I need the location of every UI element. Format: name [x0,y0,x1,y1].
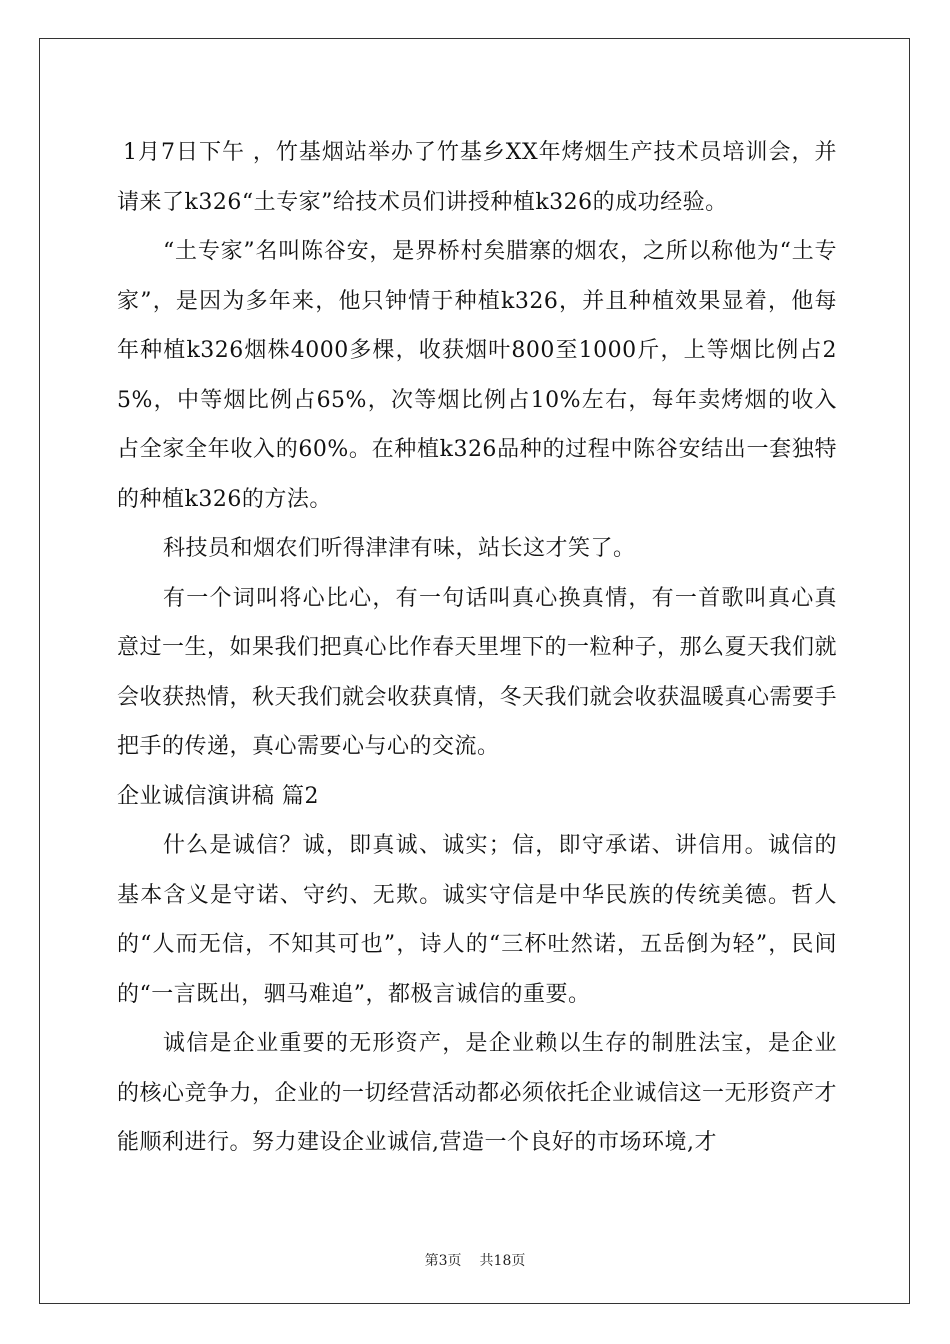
paragraph-4: 有一个词叫将心比心，有一句话叫真心换真情，有一首歌叫真心真意过一生，如果我们把真心比作春天里埋下的一粒种子，那么夏天我们就会收获热情，秋天我们就会收获真情，冬天我们就会收获温暖真心需要手把手的传递，真心需要心与心的交流。 [117,585,838,759]
paragraph-6: 诚信是企业重要的无形资产，是企业赖以生存的制胜法宝，是企业的核心竞争力，企业的一切经营活动都必须依托企业诚信这一无形资产才能顺利进行。努力建设企业诚信,营造一个良好的市场环境,才 [117,1031,838,1155]
paragraph-5: 什么是诚信？诚，即真诚、诚实；信，即守承诺、讲信用。诚信的基本含义是守诺、守约、无欺。诚实守信是中华民族的传统美德。哲人的“人而无信，不知其可也”，诗人的“三杯吐然诺，五岳倒为轻”，民间的“一言既出，驷马难追”，都极言诚信的重要。 [117,833,837,1007]
document-body [117,128,837,1168]
section-heading: 企业诚信演讲稿 篇2 [117,783,319,809]
page-total: 共18页 [479,1253,526,1269]
paragraph-2: “土专家”名叫陈谷安，是界桥村矣腊寨的烟农，之所以称他为“土专家”，是因为多年来，他只钟情于种植k326，并且种植效果显着，他每年种植k326烟株4000多棵，收获烟叶800至1000斤，上等烟比例占25%，中等烟比例占65%，次等烟比例占10%左右，每年卖烤烟的收入占全家全年收入的60%。在种植k326品种的过程中陈谷安结出一套独特的种植k326的方法。 [117,239,837,512]
page-number: 第3页 [424,1253,462,1269]
paragraph-1: 1月7日下午 ，竹基烟站举办了竹基乡XX年烤烟生产技术员培训会，并请来了k326“土专家”给技术员们讲授种植k326的成功经验。 [117,140,837,215]
paragraph-3: 科技员和烟农们听得津津有味，站长这才笑了。 [163,536,636,561]
page-footer [0,1250,950,1270]
